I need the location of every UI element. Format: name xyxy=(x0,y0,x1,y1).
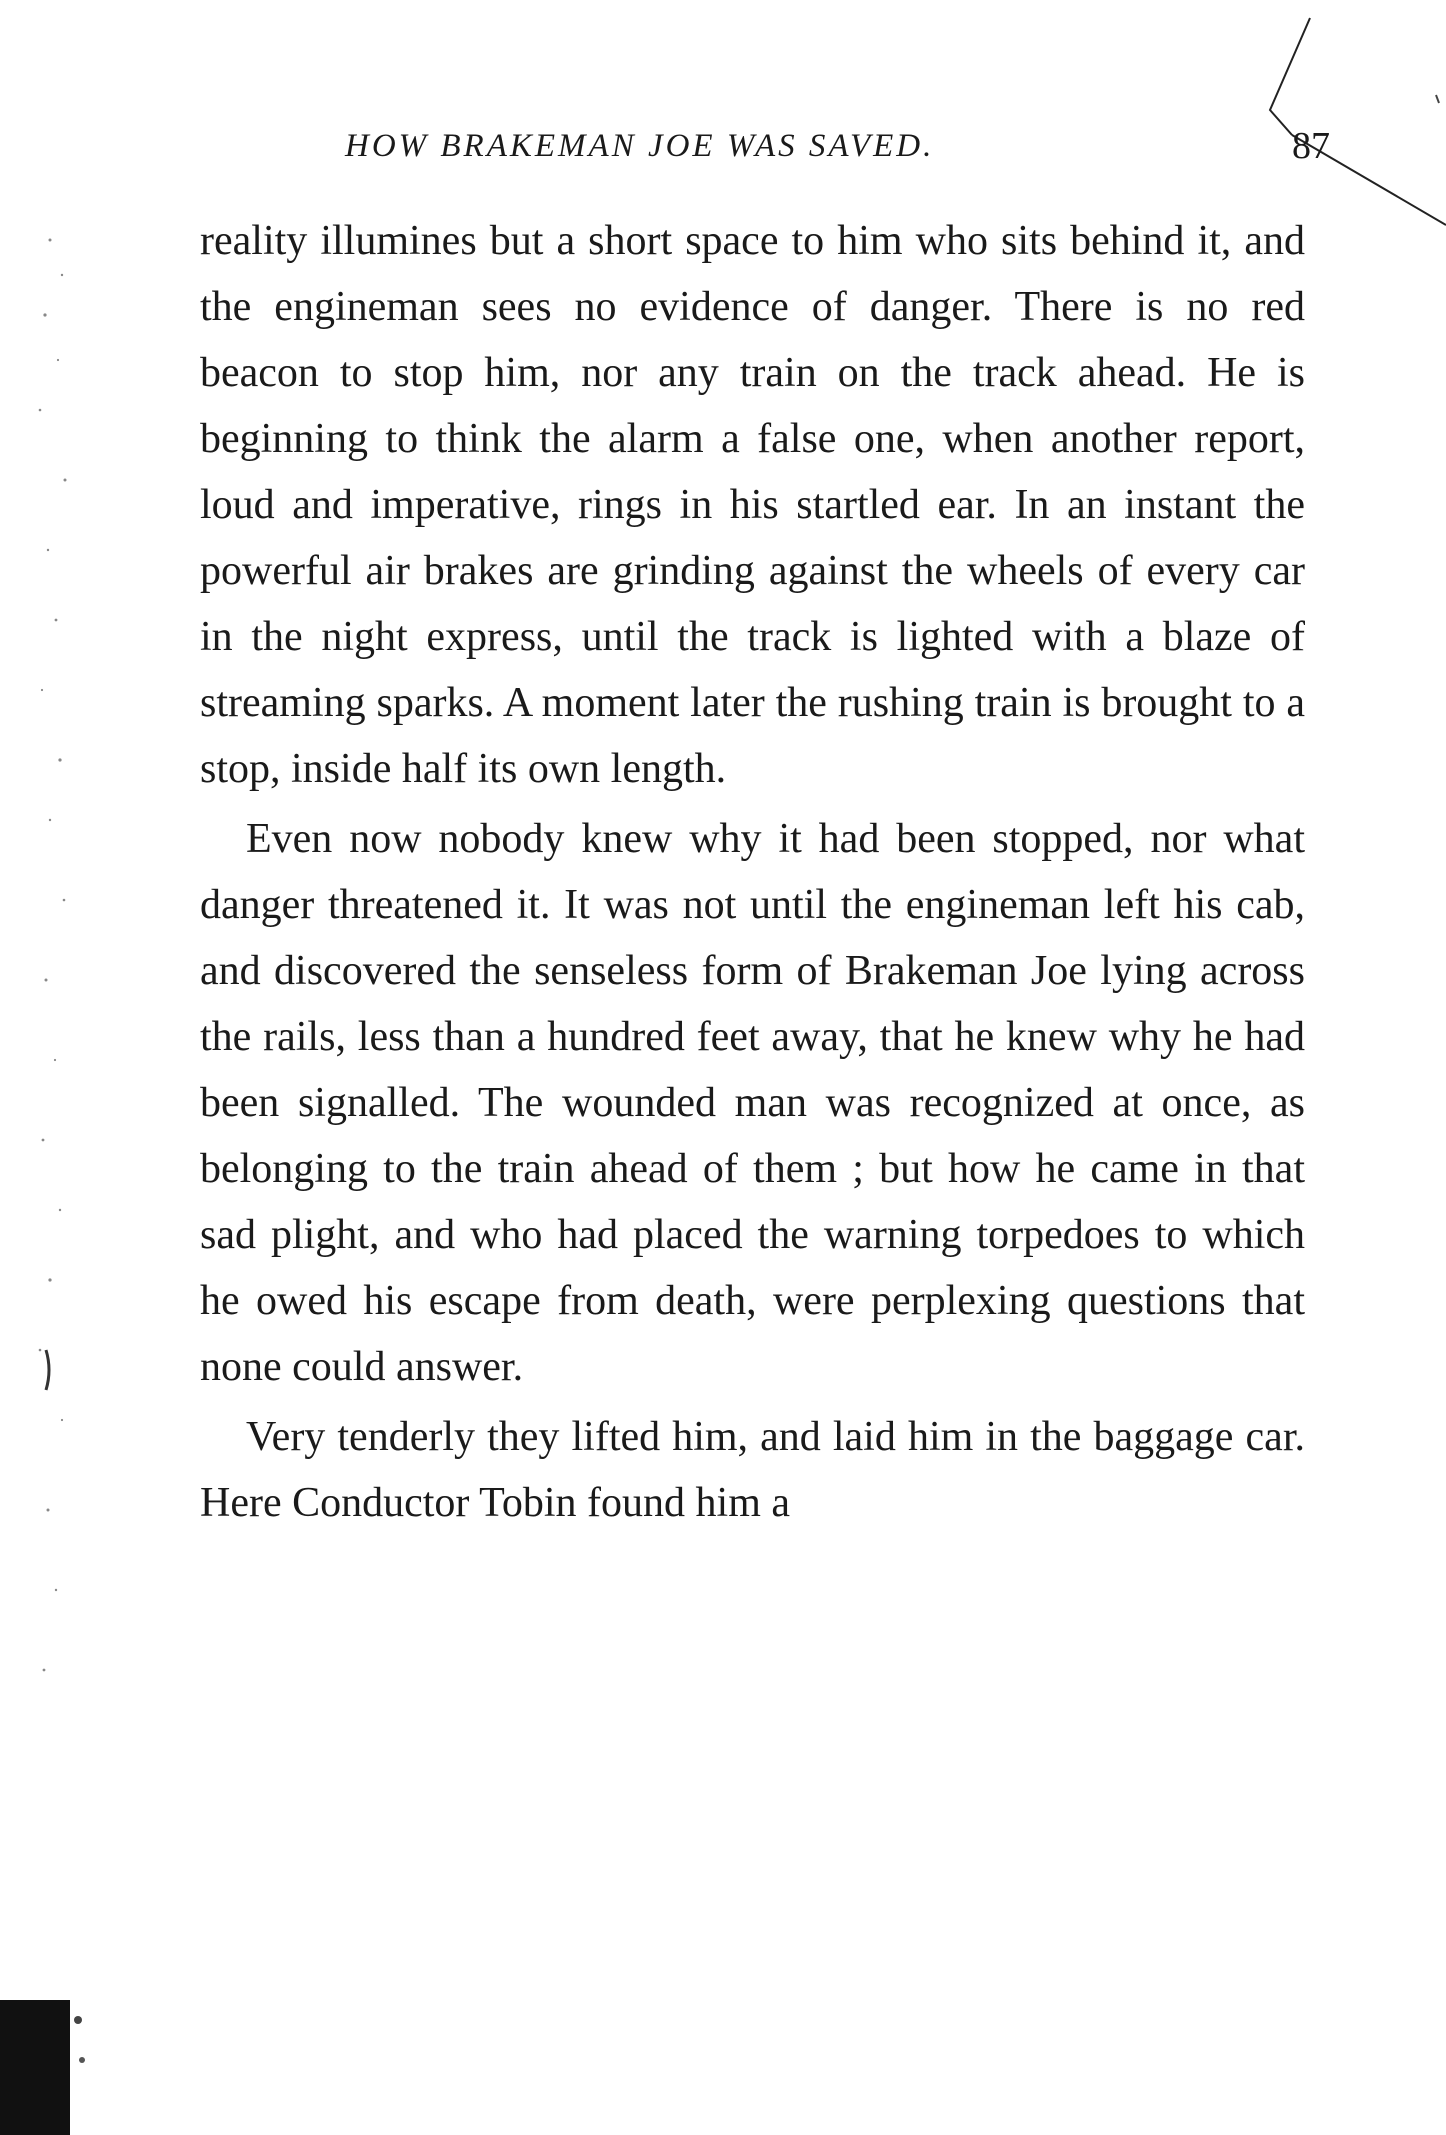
paragraph-2: Even now nobody knew why it had been stopped, nor what danger threatened it. It was not until the engineman left his cab, and discovered the senseless form of Brakeman Joe lying across the rails, less than a hundred feet away, that he knew why he had been signalled. The wounded man was recognized at once, as belonging to the train ahead of them ; but how he came in that sad plight, and who had placed the warning torpedoes to which he owed his escape from death, were perplexing questions that none could answer. xyxy=(200,816,1305,1390)
running-title: HOW BRAKEMAN JOE WAS SAVED. xyxy=(345,128,935,164)
running-head xyxy=(345,125,1330,188)
page-number: 87 xyxy=(1292,125,1330,167)
corner-smudge-icon xyxy=(0,1980,90,2135)
paragraph-1: reality illumines but a short space to him who sits behind it, and the engineman sees no evidence of danger. There is no red beacon to stop him, nor any train on the track ahead. He is beginning to think the alarm a false one, when another report, loud and imperative, rings in his startled ear. In an instant the powerful air brakes are grinding against the wheels of every car in the night express, until the track is lighted with a blaze of streaming sparks. A moment later the rushing train is brought to a stop, inside half its own length. xyxy=(200,218,1305,792)
body-text xyxy=(200,208,1305,1536)
paragraph-3: Very tenderly they lifted him, and laid him in the baggage car. Here Conductor Tobin found him a xyxy=(200,1414,1305,1526)
pencil-mark-icon xyxy=(1240,0,1446,240)
margin-speckle-icon xyxy=(20,220,90,1720)
